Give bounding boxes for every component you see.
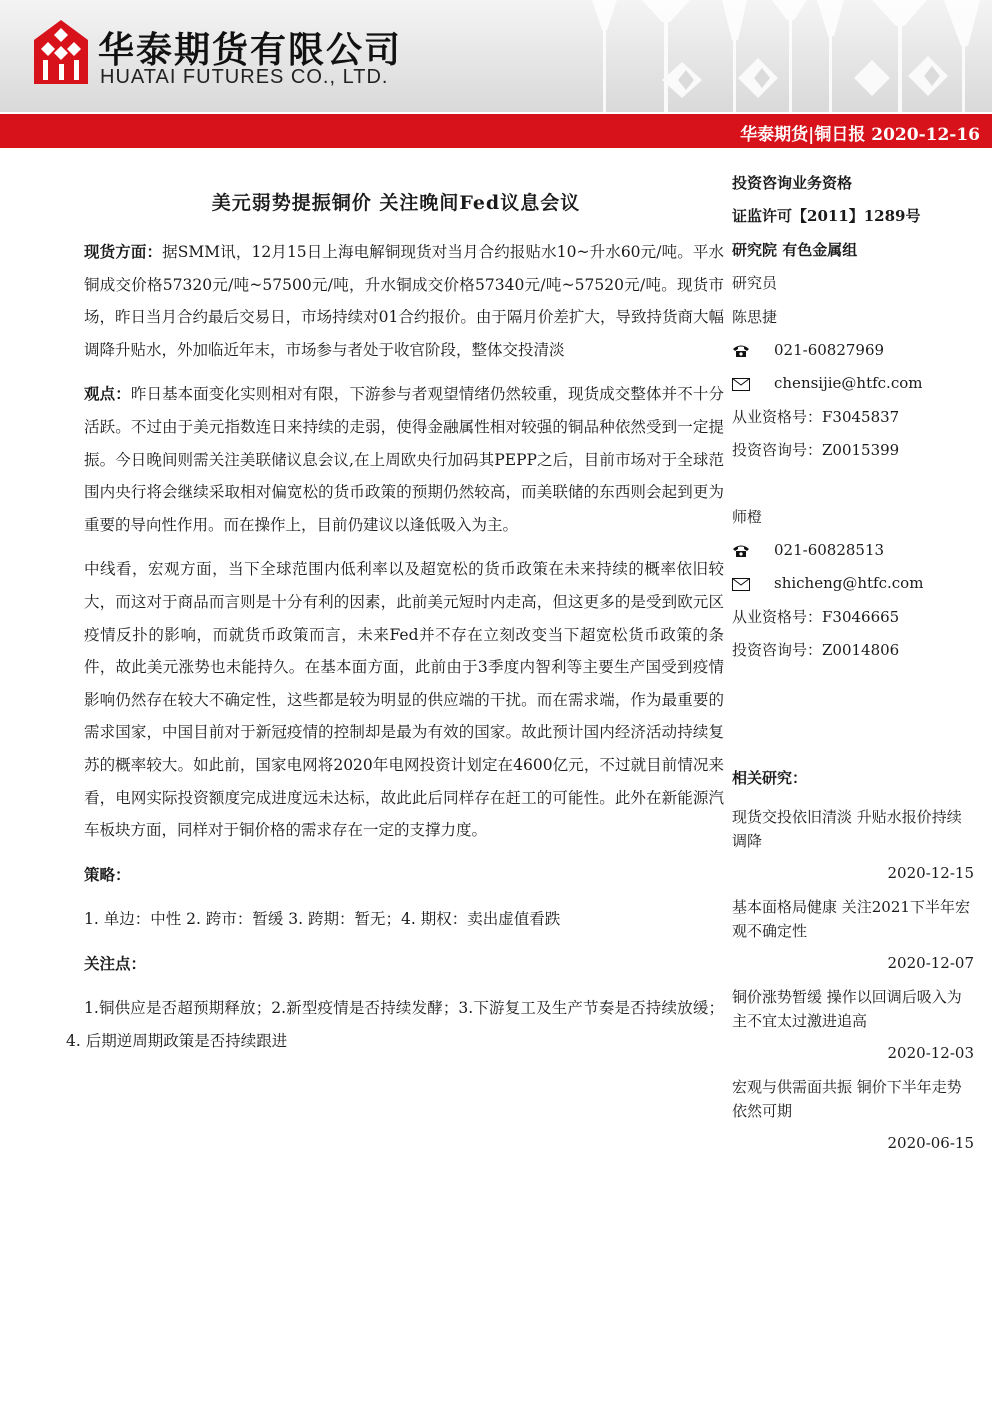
analyst-email[interactable]: shicheng@htfc.com xyxy=(774,574,924,593)
related-item-date: 2020-12-07 xyxy=(887,954,974,973)
page-header xyxy=(0,0,992,112)
analyst-email-row xyxy=(732,367,982,400)
analyst-practice-no: 从业资格号：F3045837 xyxy=(732,407,900,426)
decorative-tree-graphic xyxy=(572,0,992,112)
focus-heading: 关注点： xyxy=(84,953,147,973)
sidebar xyxy=(732,167,982,1155)
related-item-title[interactable]: 现货交投依旧清淡 升贴水报价持续调降 xyxy=(732,808,962,851)
related-item-title[interactable]: 铜价涨势暂缓 操作以回调后吸入为主不宜太过激进追高 xyxy=(732,988,962,1031)
qualification: 投资咨询业务资格 xyxy=(732,174,853,192)
phone-icon xyxy=(732,344,774,358)
report-banner xyxy=(0,114,992,148)
midline-paragraph: 中线看，宏观方面，当下全球范围内低利率以及超宽松的货币政策在未来持续的概率依旧较大，而这对于商品而言则是十分有利的因素，此前美元短时内走高，但这更多的是受到欧元区疫情反扑的影响，而就货币政策而言，未来Fed并不存在立刻改变当下超宽松货币政策的条件，故此美元涨势也未能持久。在基本面方面，此前由于3季度内智利等主要生产国受到疫情影响仍然存在较大不确定性，这些都是较为明显的供应端的干扰。而在需求端，作为最重要的需求国家，中国目前对于新冠疫情的控制却是最为有效的国家。故此预计国内经济活动持续复苏的概率较大。如此前，国家电网将2020年电网投资计划定在4600亿元，不过就目前情况来看，电网实际投资额度完成进度远未达标，故此此后同样存在赶工的可能性。此外在新能源汽车板块方面，同样对于铜价格的需求存在一定的支撑力度。 xyxy=(84,560,724,840)
analyst-advisory-no: 投资咨询号：Z0014806 xyxy=(732,641,900,660)
report-banner-text: 华泰期货|铜日报 2020-12-16 xyxy=(740,125,980,145)
analyst-phone-row xyxy=(732,334,982,367)
spot-label: 现货方面： xyxy=(84,242,163,261)
analyst-advisory-no: 投资咨询号：Z0015399 xyxy=(732,441,900,460)
email-icon xyxy=(732,378,774,391)
related-item-title[interactable]: 基本面格局健康 关注2021下半年宏观不确定性 xyxy=(732,898,970,941)
view-text: 昨日基本面变化实则相对有限，下游参与者观望情绪仍然较重，现货成交整体并不十分活跃。不过由于美元指数连日来持续的走弱，使得金融属性相对较强的铜品种依然受到一定提振。今日晚间则需关注美联储议息会议,在上周欧央行加码其PEPP之后，目前市场对于全球范围内央行将会继续采取相对偏宽松的货币政策的预期仍然较高，而美联储的东西则会起到更为重要的导向性作用。而在操作上，目前仍建议以逢低吸入为主。 xyxy=(84,385,724,534)
company-logo-icon xyxy=(34,20,88,84)
related-item-date: 2020-12-15 xyxy=(887,864,974,883)
analyst-name: 陈思捷 xyxy=(732,307,778,326)
related-item-title[interactable]: 宏观与供需面共振 铜价下半年走势依然可期 xyxy=(732,1078,962,1121)
analyst-phone: 021-60828513 xyxy=(774,541,885,560)
related-item-date: 2020-12-03 xyxy=(887,1044,974,1063)
report-body xyxy=(66,236,724,1070)
analyst-practice-no: 从业资格号：F3046665 xyxy=(732,607,900,626)
company-name-cn: 华泰期货有限公司 xyxy=(98,30,403,71)
company-name-en: HUATAI FUTURES CO., LTD. xyxy=(100,66,389,88)
related-item[interactable] xyxy=(732,985,982,1065)
license-number: 证监许可【2011】1289号 xyxy=(732,207,921,226)
analyst-email[interactable]: chensijie@htfc.com xyxy=(774,374,923,393)
focus-text: 1.铜供应是否超预期释放；2.新型疫情是否持续发酵；3.下游复工及生产节奏是否持续放缓；4. 后期逆周期政策是否持续跟进 xyxy=(66,999,724,1051)
related-item[interactable] xyxy=(732,1075,982,1155)
strategy-text: 1. 单边：中性 2. 跨市：暂缓 3. 跨期：暂无；4. 期权：卖出虚值看跌 xyxy=(84,910,561,929)
analyst-role: 研究员 xyxy=(732,274,778,293)
spot-text: 据SMM讯，12月15日上海电解铜现货对当月合约报贴水10~升水60元/吨。平水铜成交价格57320元/吨~57500元/吨，升水铜成交价格57340元/吨~57520元/吨。现货市场，昨日当月合约最后交易日，市场持续对01合约报价。由于隔月价差扩大，导致持货商大幅调降升贴水，外加临近年末，市场参与者处于收官阶段，整体交投清淡 xyxy=(84,243,724,359)
analyst-phone-row xyxy=(732,534,982,567)
spot-paragraph xyxy=(84,236,724,366)
analyst-phone: 021-60827969 xyxy=(774,341,885,360)
report-title: 美元弱势提振铜价 关注晚间Fed议息会议 xyxy=(211,192,581,214)
related-item-date: 2020-06-15 xyxy=(887,1134,974,1153)
related-item[interactable] xyxy=(732,805,982,885)
phone-icon xyxy=(732,544,774,558)
view-paragraph xyxy=(84,378,724,541)
view-label: 观点： xyxy=(84,384,131,404)
analyst-email-row xyxy=(732,567,982,600)
related-research-heading: 相关研究： xyxy=(732,768,808,787)
related-item[interactable] xyxy=(732,895,982,975)
email-icon xyxy=(732,578,774,591)
institute: 研究院 有色金属组 xyxy=(732,240,858,259)
analyst-name: 师橙 xyxy=(732,507,763,526)
strategy-heading: 策略： xyxy=(84,864,131,884)
